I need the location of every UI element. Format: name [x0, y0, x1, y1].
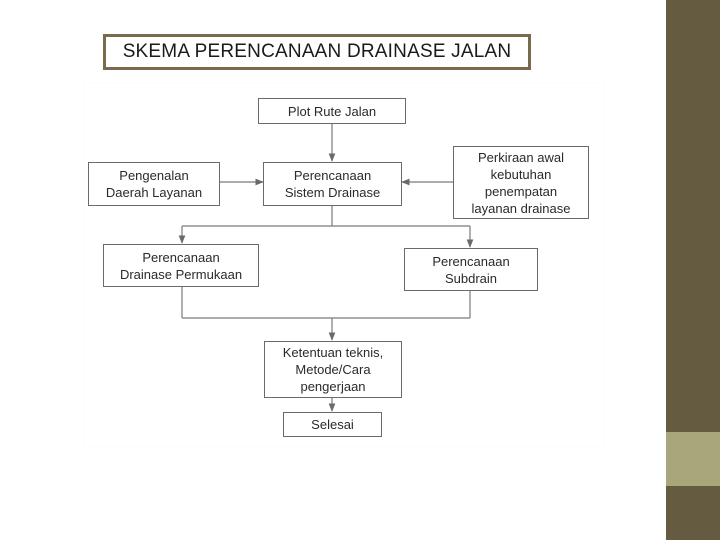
sidebar-dark-panel-top: [666, 0, 720, 432]
node-perencanaan-sistem-drainase: Perencanaan Sistem Drainase: [263, 162, 402, 206]
node-pengenalan-daerah-layanan: Pengenalan Daerah Layanan: [88, 162, 220, 206]
slide-title-inner: [106, 37, 528, 67]
decorative-sidebar: [666, 0, 720, 540]
node-plot-rute-jalan: Plot Rute Jalan: [258, 98, 406, 124]
node-ketentuan-teknis: Ketentuan teknis, Metode/Cara pengerjaan: [264, 341, 402, 398]
sidebar-dark-panel-bottom: [666, 486, 720, 540]
sidebar-accent-panel: [666, 432, 720, 486]
node-perkiraan-awal: Perkiraan awal kebutuhan penempatan layanan drainase: [453, 146, 589, 219]
slide-title-box: [103, 34, 531, 70]
slide-title: SKEMA PERENCANAAN DRAINASE JALAN: [122, 41, 512, 62]
node-perencanaan-drainase-permukaan: Perencanaan Drainase Permukaan: [103, 244, 259, 287]
node-selesai: Selesai: [283, 412, 382, 437]
node-perencanaan-subdrain: Perencanaan Subdrain: [404, 248, 538, 291]
